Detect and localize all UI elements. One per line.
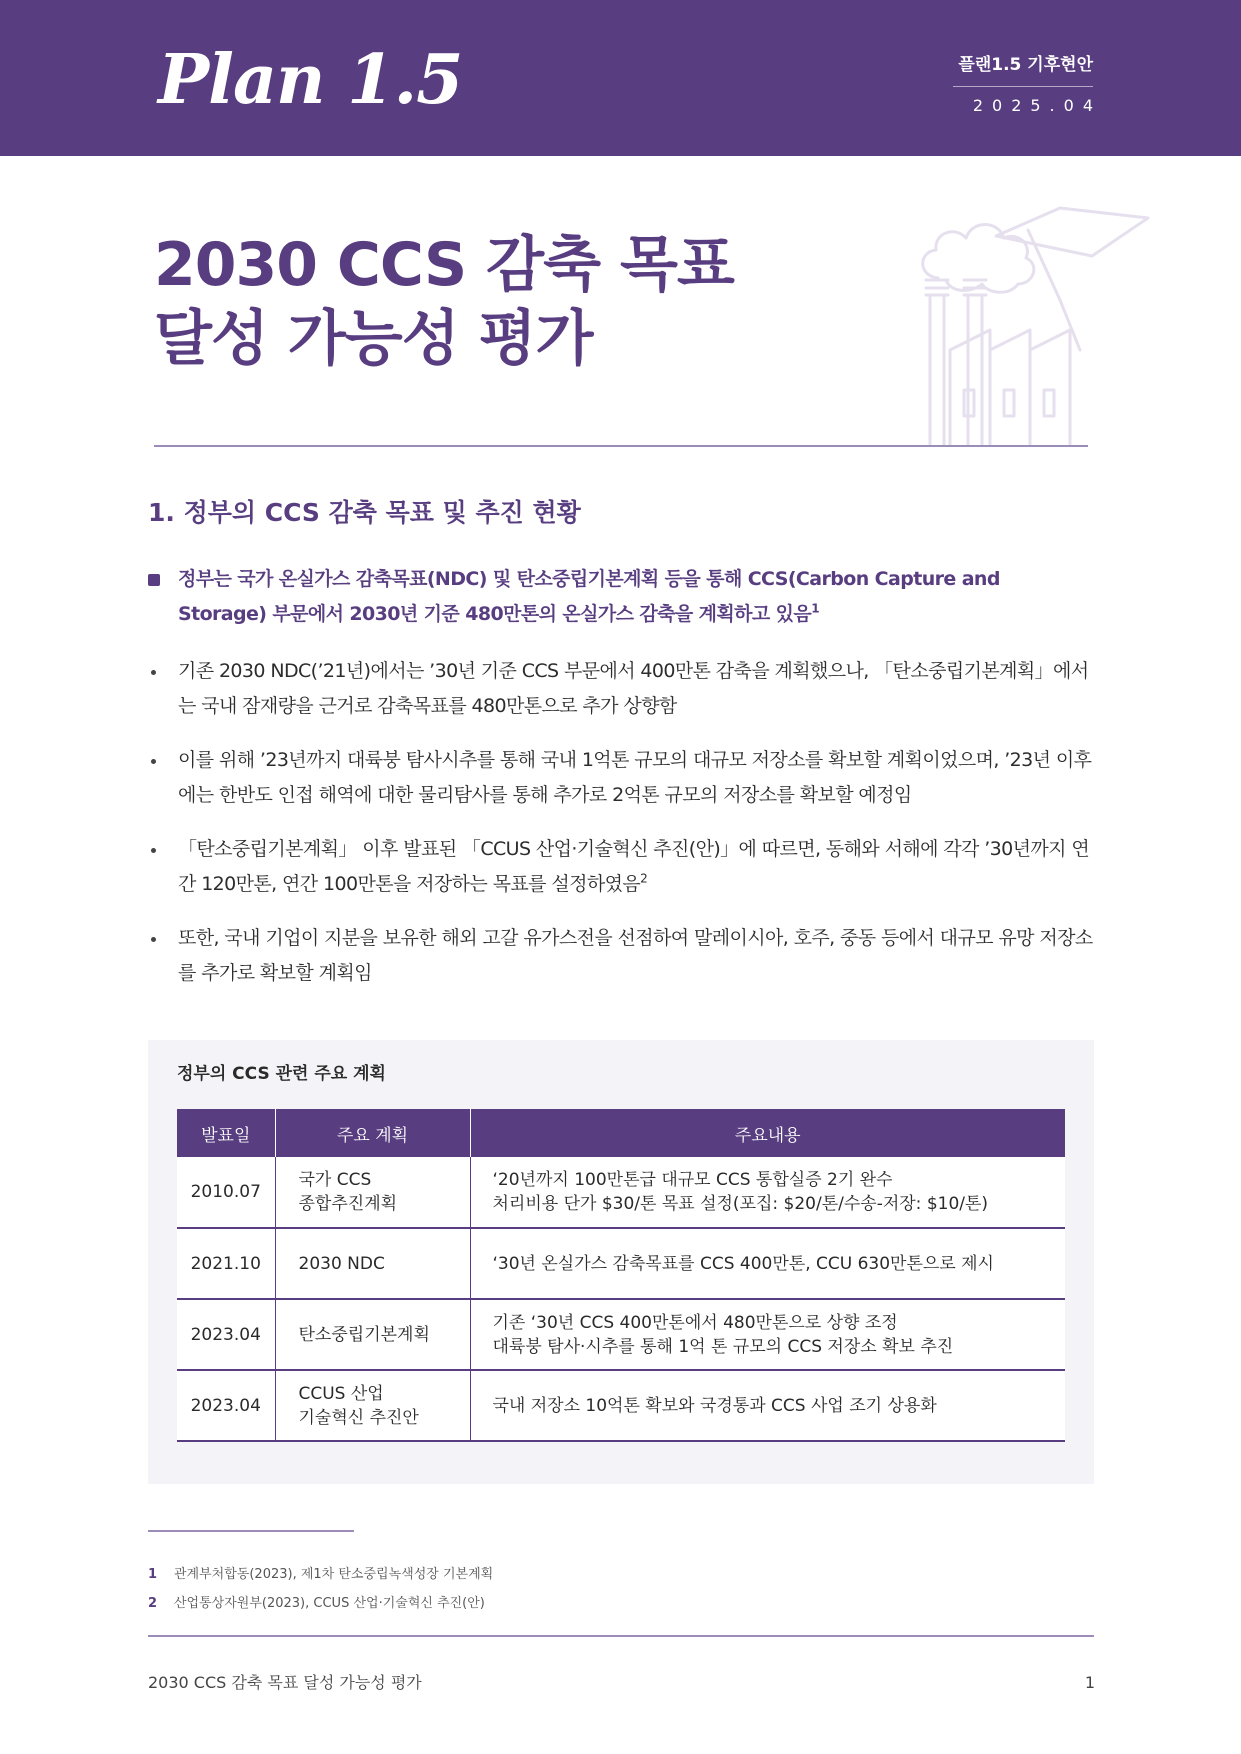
- cell-plan: [275, 1299, 470, 1370]
- bullet-text: 정부는 국가 온실가스 감축목표(NDC) 및 탄소중립기본계획 등을 통해 CCS(Carbon Capture and Storage) 부문에서 2030년 기준 480만톤의 온실가스 감축을 계획하고 있음: [178, 568, 1000, 625]
- section-heading: 1. 정부의 CCS 감축 목표 및 추진 현황: [148, 498, 581, 527]
- cell-plan-line: 2030 NDC: [298, 1253, 385, 1274]
- table-row: [177, 1299, 1065, 1370]
- footnote-item: [148, 1589, 493, 1618]
- table-row: [177, 1157, 1065, 1228]
- cell-plan-line: 기술혁신 추진안: [298, 1407, 419, 1428]
- plans-table: [177, 1109, 1065, 1442]
- cell-date: 2010.07: [177, 1157, 275, 1228]
- footer-divider: [148, 1635, 1094, 1637]
- plan15-logo: Plan 1.5: [158, 40, 463, 120]
- plans-table-panel: [148, 1040, 1094, 1484]
- footnote-number: 2: [148, 1596, 158, 1611]
- footnote-ref: 1: [811, 601, 819, 616]
- footnote-ref: 2: [640, 871, 648, 886]
- title-divider: [154, 445, 1088, 447]
- cell-content-line: ‘30년 온실가스 감축목표를 CCS 400만톤, CCU 630만톤으로 제시: [492, 1253, 994, 1274]
- dot-bullet-icon: [151, 848, 156, 853]
- page-title: [154, 228, 734, 376]
- series-name: 플랜1.5 기후현안: [953, 54, 1093, 87]
- bullet-text: 또한, 국내 기업이 지분을 보유한 해외 고갈 유가스전을 선점하여 말레이시아, 호주, 중동 등에서 대규모 유망 저장소를 추가로 확보할 계획임: [178, 927, 1093, 984]
- title-line-2: 달성 가능성 평가: [154, 304, 593, 374]
- table-row: [177, 1370, 1065, 1441]
- sub-bullet: [148, 654, 1094, 724]
- cell-plan: [275, 1370, 470, 1441]
- cell-content: [470, 1228, 1065, 1299]
- table-row: [177, 1228, 1065, 1299]
- sub-bullet: [148, 921, 1094, 991]
- cell-plan-line: 종합추진계획: [298, 1194, 398, 1214]
- bullet-text: 이를 위해 ’23년까지 대륙붕 탐사시추를 통해 국내 1억톤 규모의 대규모 저장소를 확보할 계획이었으며, ’23년 이후에는 한반도 인접 해역에 대한 물리탐사를 통해 추가로 2억톤 규모의 저장소를 확보할 예정임: [178, 749, 1092, 806]
- footnote-number: 1: [148, 1567, 158, 1582]
- square-bullet-icon: [148, 574, 160, 586]
- footnote-item: [148, 1560, 493, 1589]
- cell-plan-line: CCUS 산업: [298, 1383, 384, 1404]
- page-header: [0, 0, 1241, 156]
- cell-plan-line: 탄소중립기본계획: [298, 1324, 430, 1345]
- cell-content: [470, 1299, 1065, 1370]
- sub-bullet: [148, 832, 1094, 902]
- header-meta: [953, 54, 1102, 116]
- cell-date: 2023.04: [177, 1370, 275, 1441]
- title-line-1: 2030 CCS 감축 목표: [154, 230, 734, 300]
- cell-date: 2021.10: [177, 1228, 275, 1299]
- primary-bullet: [148, 562, 1094, 632]
- column-header-date: 발표일: [177, 1109, 275, 1157]
- column-header-plan: 주요 계획: [275, 1109, 470, 1157]
- table-header-row: [177, 1109, 1065, 1157]
- footnote-divider: [148, 1530, 354, 1532]
- cell-content: [470, 1370, 1065, 1441]
- bullet-text: 기존 2030 NDC(’21년)에서는 ’30년 기준 CCS 부문에서 400만톤 감축을 계획했으나, 「탄소중립기본계획」에서는 국내 잠재량을 근거로 감축목표를 480만톤으로 추가 상향함: [178, 660, 1089, 717]
- dot-bullet-icon: [151, 670, 156, 675]
- factory-smoke-net-icon: [910, 200, 1150, 450]
- dot-bullet-icon: [151, 937, 156, 942]
- cell-content-line: 기존 ‘30년 CCS 400만톤에서 480만톤으로 상향 조정: [492, 1312, 898, 1333]
- cell-content-line: 국내 저장소 10억톤 확보와 국경통과 CCS 사업 조기 상용화: [492, 1395, 937, 1416]
- table-caption: 정부의 CCS 관련 주요 계획: [177, 1064, 386, 1084]
- footnote-text: 산업통상자원부(2023), CCUS 산업·기술혁신 추진(안): [174, 1596, 485, 1611]
- cell-plan: [275, 1157, 470, 1228]
- footnotes: [148, 1560, 493, 1618]
- page-number: 1: [1084, 1673, 1095, 1692]
- cell-plan: [275, 1228, 470, 1299]
- cell-plan-line: 국가 CCS: [298, 1170, 372, 1190]
- cell-content-line: ‘20년까지 100만톤급 대규모 CCS 통합실증 2기 완수: [492, 1170, 893, 1190]
- footer-title: 2030 CCS 감축 목표 달성 가능성 평가: [148, 1673, 422, 1692]
- dot-bullet-icon: [151, 759, 156, 764]
- bullet-list: [148, 562, 1094, 1010]
- cell-content-line: 대륙붕 탐사·시추를 통해 1억 톤 규모의 CCS 저장소 확보 추진: [492, 1336, 954, 1357]
- bullet-text: 「탄소중립기본계획」 이후 발표된 「CCUS 산업·기술혁신 추진(안)」에 따르면, 동해와 서해에 각각 ’30년까지 연간 120만톤, 연간 100만톤을 저장하는 목표를 설정하였음: [178, 838, 1090, 895]
- issue-date: 2025.04: [972, 96, 1102, 115]
- footnote-text: 관계부처합동(2023), 제1차 탄소중립녹색성장 기본계획: [174, 1567, 494, 1582]
- cell-content: [470, 1157, 1065, 1228]
- sub-bullet: [148, 743, 1094, 813]
- cell-date: 2023.04: [177, 1299, 275, 1370]
- cell-content-line: 처리비용 단가 $30/톤 목표 설정(포집: $20/톤/수송-저장: $10/톤): [492, 1194, 989, 1214]
- column-header-content: 주요내용: [470, 1109, 1065, 1157]
